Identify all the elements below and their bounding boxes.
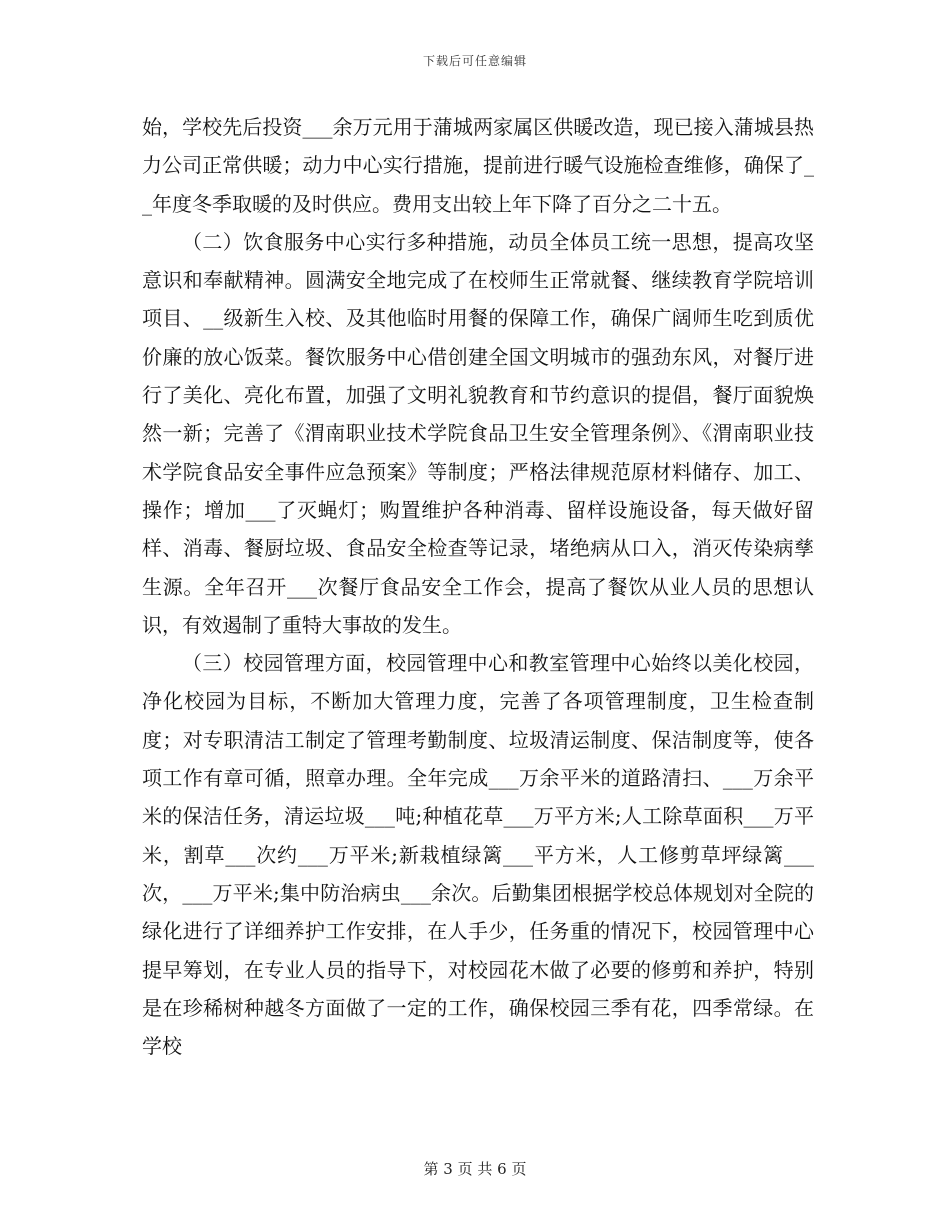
document-body xyxy=(142,108,814,1065)
paragraph-campus-management: （三）校园管理方面，校园管理中心和教室管理中心始终以美化校园，净化校园为目标，不断加大管理力度，完善了各项管理制度，卫生检查制度；对专职清洁工制定了管理考勤制度、垃圾清运制度、保洁制度等，使各项工作有章可循，照章办理。全年完成___万余平米的道路清扫、___万余平米的保洁任务，清运垃圾___吨;种植花草___万平方米;人工除草面积___万平米，割草___次约___万平米;新栽植绿篱___平方米，人工修剪草坪绿篱___次，___万平米;集中防治病虫___余次。后勤集团根据学校总体规划对全院的绿化进行了详细养护工作安排，在人手少，任务重的情况下，校园管理中心提早筹划，在专业人员的指导下，对校园花木做了必要的修剪和养护，特别是在珍稀树种越冬方面做了一定的工作，确保校园三季有花，四季常绿。在学校 xyxy=(142,651,814,1059)
paragraph-food-service: （二）饮食服务中心实行多种措施，动员全体员工统一思想，提高攻坚意识和奉献精神。圆满安全地完成了在校师生正常就餐、继续教育学院培训项目、__级新生入校、及其他临时用餐的保障工作，确保广阔师生吃到质优价廉的放心饭菜。餐饮服务中心借创建全国文明城市的强劲东风，对餐厅进行了美化、亮化布置，加强了文明礼貌教育和节约意识的提倡，餐厅面貌焕然一新；完善了《渭南职业技术学院食品卫生安全管理条例》、《渭南职业技术学院食品安全事件应急预案》等制度；严格法律规范原材料储存、加工、操作；增加___了灭蝇灯；购置维护各种消毒、留样设施设备，每天做好留样、消毒、餐厨垃圾、食品安全检查等记录，堵绝病从口入，消灭传染病孳生源。全年召开___次餐厅食品安全工作会，提高了餐饮从业人员的思想认识，有效遏制了重特大事故的发生。 xyxy=(142,229,814,637)
page-header: 下载后可任意编辑 xyxy=(422,54,527,68)
page-number-footer: 第 3 页 共 6 页 xyxy=(423,1160,527,1178)
paragraph-heating: 始，学校先后投资___余万元用于蒲城两家属区供暖改造，现已接入蒲城县热力公司正常供暖；动力中心实行措施，提前进行暖气设施检查维修，确保了__年度冬季取暖的及时供应。费用支出较上年下降了百分之二十五。 xyxy=(142,115,814,216)
